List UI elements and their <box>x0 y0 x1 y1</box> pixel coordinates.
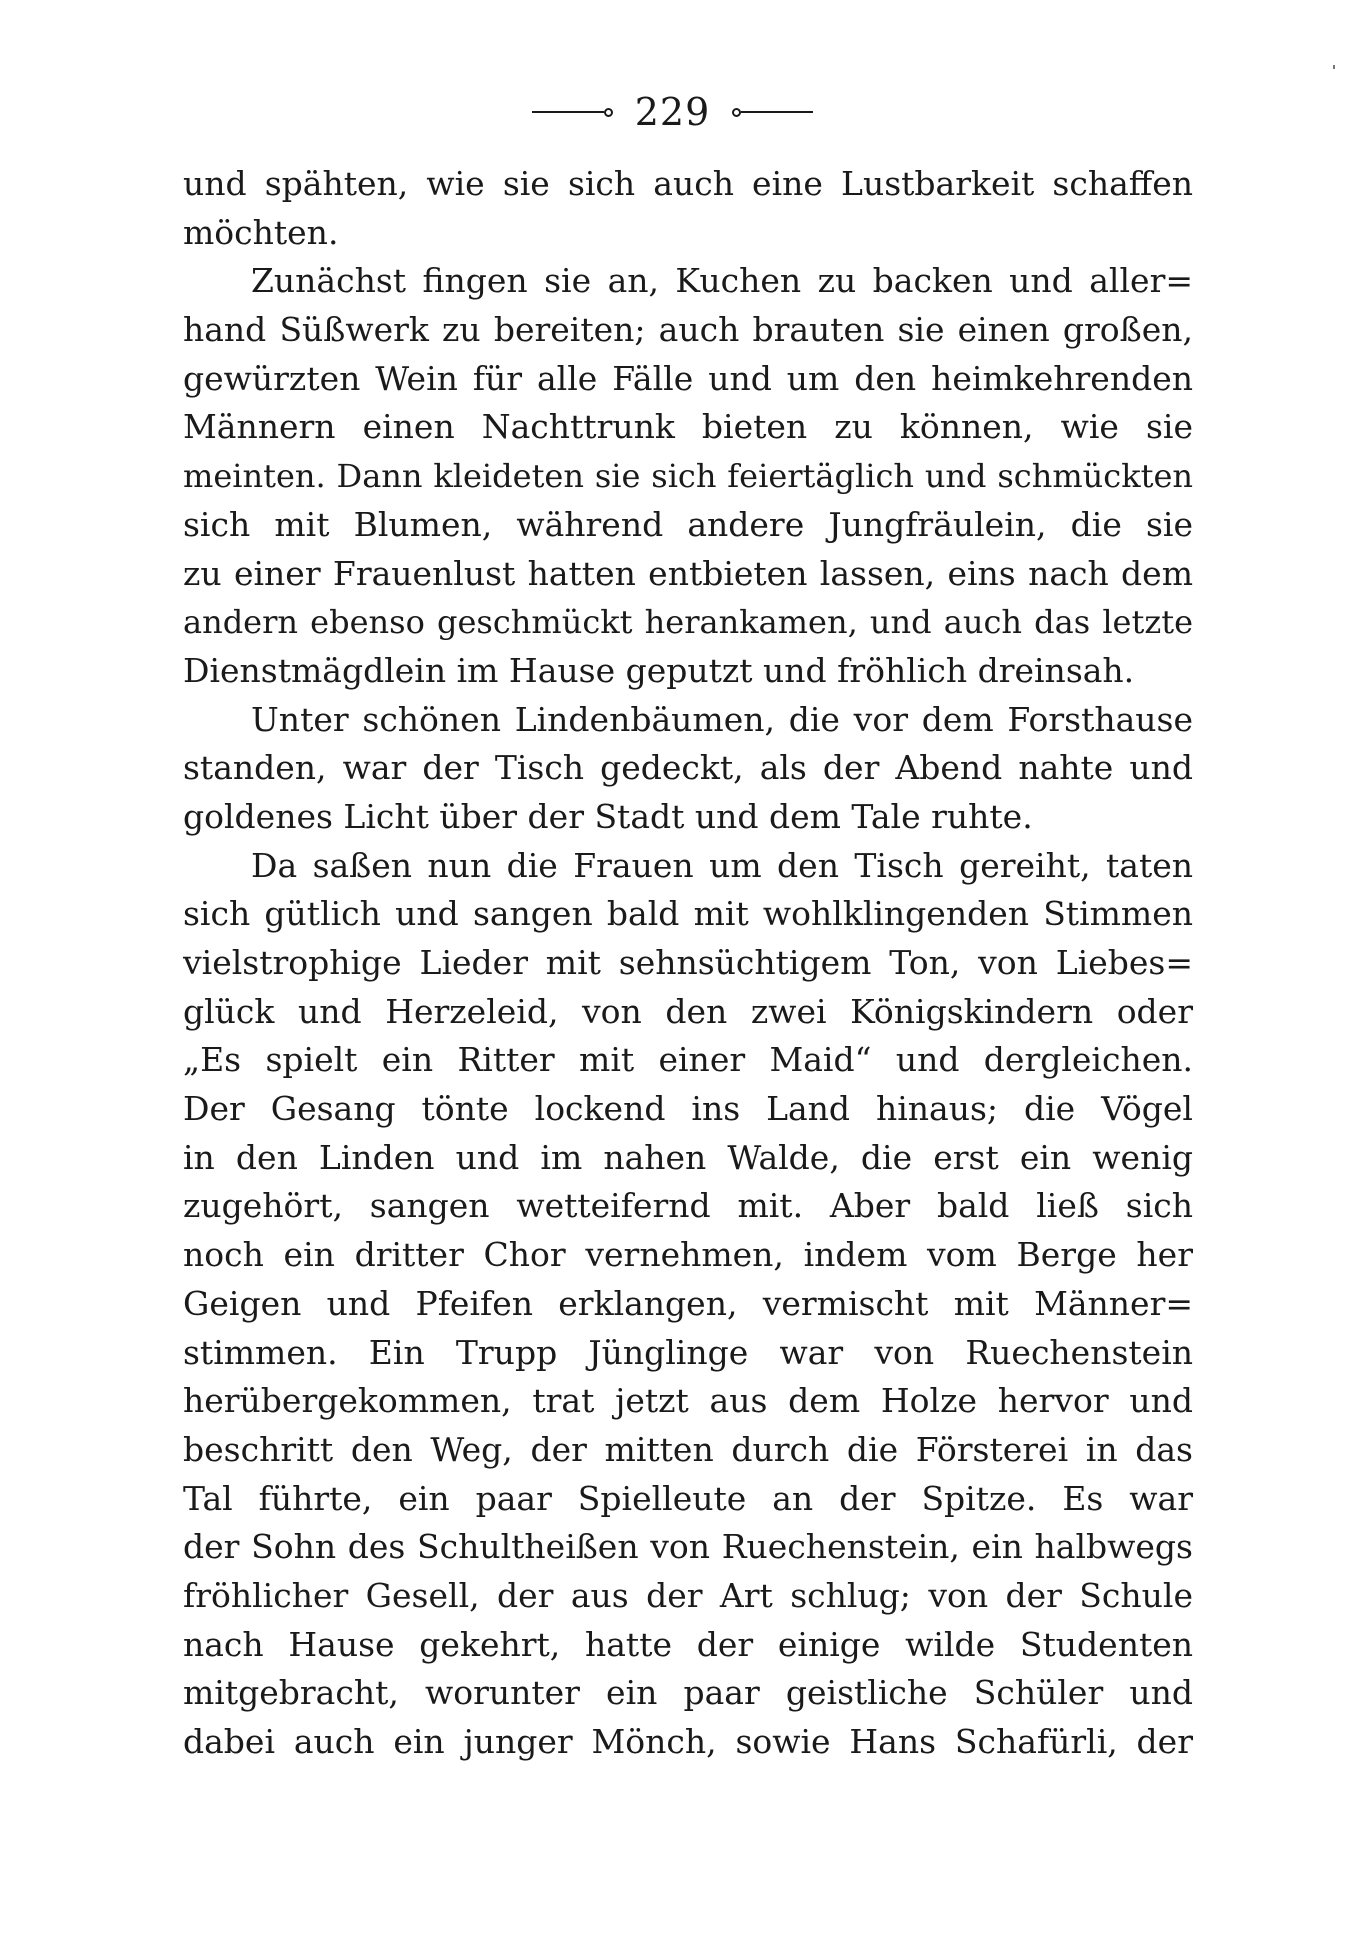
ornament-circle <box>732 108 741 117</box>
text-line: möchten. <box>183 212 339 252</box>
text-line: „Es spielt ein Ritter mit einer Maid“ und dergleichen. <box>183 1040 1193 1080</box>
ornament-line <box>741 111 813 113</box>
text-line: in den Linden und im nahen Walde, die erst ein wenig <box>183 1137 1193 1177</box>
text-line: und spähten, wie sie sich auch eine Lustbarkeit schaffen <box>183 164 1193 203</box>
ornament-line <box>532 111 604 113</box>
text-line: hand Süßwerk zu bereiten; auch brauten sie einen großen, <box>183 310 1193 350</box>
text-line: goldenes Licht über der Stadt und dem Tale ruhte. <box>183 796 1033 836</box>
text-line: Tal führte, ein paar Spielleute an der Spitze. Es war <box>183 1478 1193 1518</box>
body-text <box>183 160 1193 1767</box>
text-line: herübergekommen, trat jetzt aus dem Holze hervor und <box>183 1381 1193 1421</box>
text-line: sich mit Blumen, während andere Jungfräulein, die sie <box>183 504 1193 544</box>
text-line: noch ein dritter Chor vernehmen, indem vom Berge her <box>183 1235 1193 1275</box>
page-header <box>0 82 1345 142</box>
text-line: Unter schönen Lindenbäumen, die vor dem Forsthause <box>251 699 1193 739</box>
text-line: meinten. Dann kleideten sie sich feiertäglich und schmückten <box>183 457 1193 496</box>
text-line: dabei auch ein junger Mönch, sowie Hans Schafürli, der <box>183 1722 1193 1761</box>
left-ornament <box>532 108 613 117</box>
text-line: Da saßen nun die Frauen um den Tisch gereiht, taten <box>251 845 1193 885</box>
text-line: zu einer Frauenlust hatten entbieten lassen, eins nach dem <box>183 553 1193 593</box>
text-line: mitgebracht, worunter ein paar geistliche Schüler und <box>183 1673 1193 1713</box>
text-line: nach Hause gekehrt, hatte der einige wilde Studenten <box>183 1624 1193 1664</box>
right-ornament <box>732 108 813 117</box>
text-line: zugehört, sangen wetteifernd mit. Aber bald ließ sich <box>183 1186 1193 1226</box>
text-line: sich gütlich und sangen bald mit wohlklingenden Stimmen <box>183 894 1193 934</box>
page-number: 229 <box>634 90 711 134</box>
text-line: beschritt den Weg, der mitten durch die Försterei in das <box>183 1429 1193 1469</box>
scan-mark <box>1333 65 1335 69</box>
text-line: glück und Herzeleid, von den zwei Königskindern oder <box>183 991 1193 1031</box>
text-line: stimmen. Ein Trupp Jünglinge war von Ruechenstein <box>183 1332 1193 1372</box>
text-line: andern ebenso geschmückt herankamen, und auch das letzte <box>183 603 1193 642</box>
text-line: Dienstmägdlein im Hause geputzt und fröhlich dreinsah. <box>183 650 1135 690</box>
text-line: Zunächst fingen sie an, Kuchen zu backen und aller= <box>251 261 1193 301</box>
text-line: Der Gesang tönte lockend ins Land hinaus; die Vögel <box>183 1089 1193 1129</box>
text-line: fröhlicher Gesell, der aus der Art schlug; von der Schule <box>183 1575 1193 1615</box>
ornament-circle <box>604 108 613 117</box>
text-line: gewürzten Wein für alle Fälle und um den heimkehrenden <box>183 358 1193 398</box>
text-line: der Sohn des Schultheißen von Ruechenstein, ein halbwegs <box>183 1527 1193 1567</box>
text-line: Geigen und Pfeifen erklangen, vermischt mit Männer= <box>183 1283 1193 1323</box>
text-line: standen, war der Tisch gedeckt, als der Abend nahte und <box>183 748 1193 788</box>
text-line: vielstrophige Lieder mit sehnsüchtigem Ton, von Liebes= <box>183 943 1193 982</box>
text-line: Männern einen Nachttrunk bieten zu können, wie sie <box>183 407 1193 447</box>
